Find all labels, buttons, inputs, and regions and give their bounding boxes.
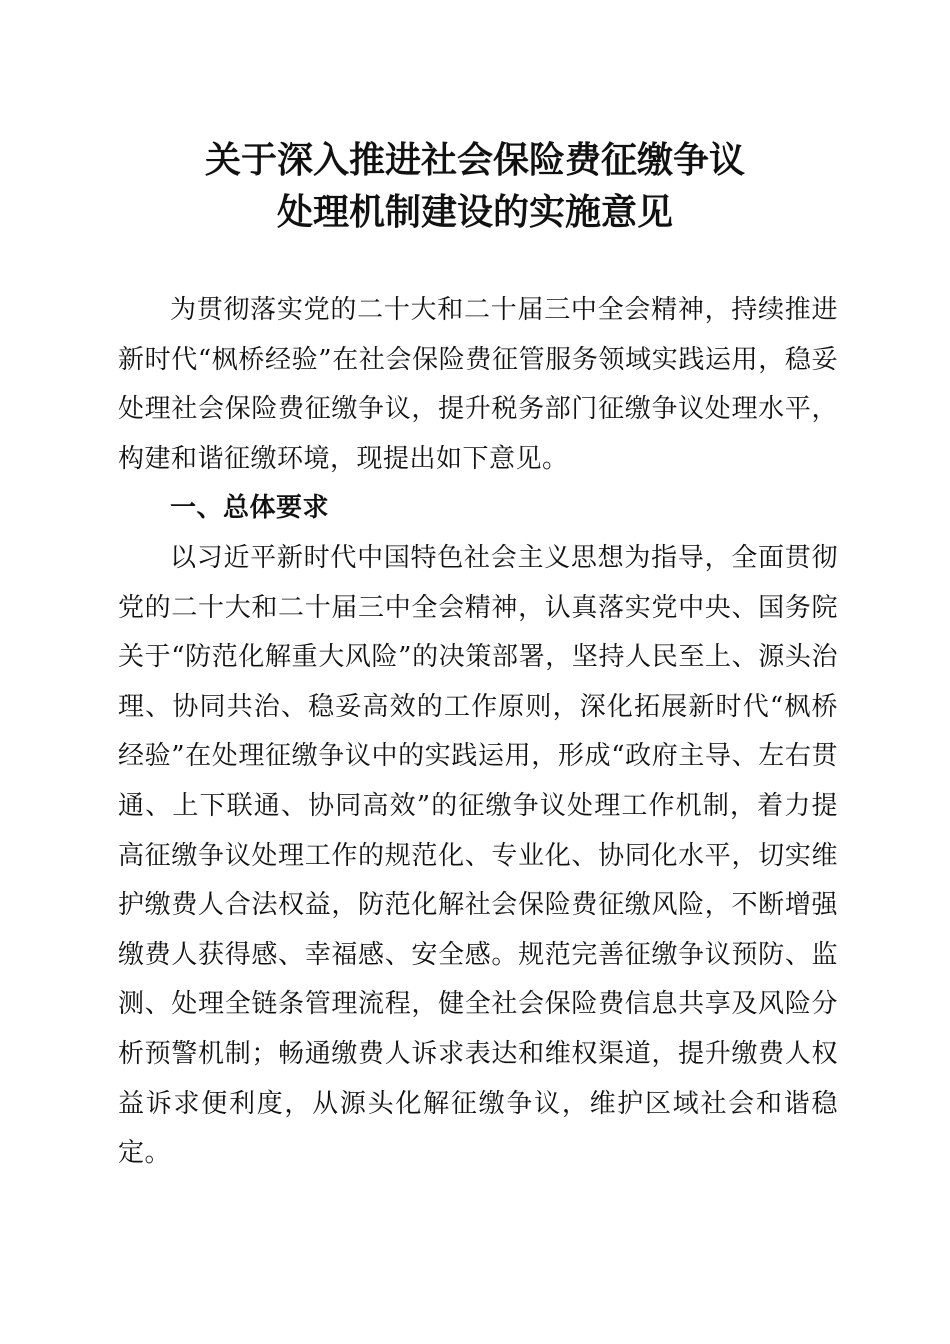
intro-paragraph: 为贯彻落实党的二十大和二十届三中全会精神，持续推进新时代“枫桥经验”在社会保险费征管服务领域实践运用，稳妥处理社会保险费征缴争议，提升税务部门征缴争议处理水平，构建和谐征缴环境，现提出如下意见。 <box>118 295 838 474</box>
section-paragraph: 以习近平新时代中国特色社会主义思想为指导，全面贯彻党的二十大和二十届三中全会精神，认真落实党中央、国务院关于“防范化解重大风险”的决策部署，坚持人民至上、源头治理、协同共治、稳妥高效的工作原则，深化拓展新时代“枫桥经验”在处理征缴争议中的实践运用，形成“政府主导、左右贯通、上下联通、协同高效”的征缴争议处理工作机制，着力提高征缴争议处理工作的规范化、专业化、协同化水平，切实维护缴费人合法权益，防范化解社会保险费征缴风险，不断增强缴费人获得感、幸福感、安全感。规范完善征缴争议预防、监测、处理全链条管理流程，健全社会保险费信息共享及风险分析预警机制；畅通缴费人诉求表达和维权渠道，提升缴费人权益诉求便利度，从源头化解征缴争议，维护区域社会和谐稳定。 <box>118 542 838 1169</box>
document-body <box>118 286 838 1179</box>
section-heading: 一、总体要求 <box>170 493 330 524</box>
title-line-1: 关于深入推进社会保险费征缴争议 <box>204 139 745 181</box>
title-line-2: 处理机制建设的实施意见 <box>276 191 673 233</box>
document-title <box>0 134 950 238</box>
